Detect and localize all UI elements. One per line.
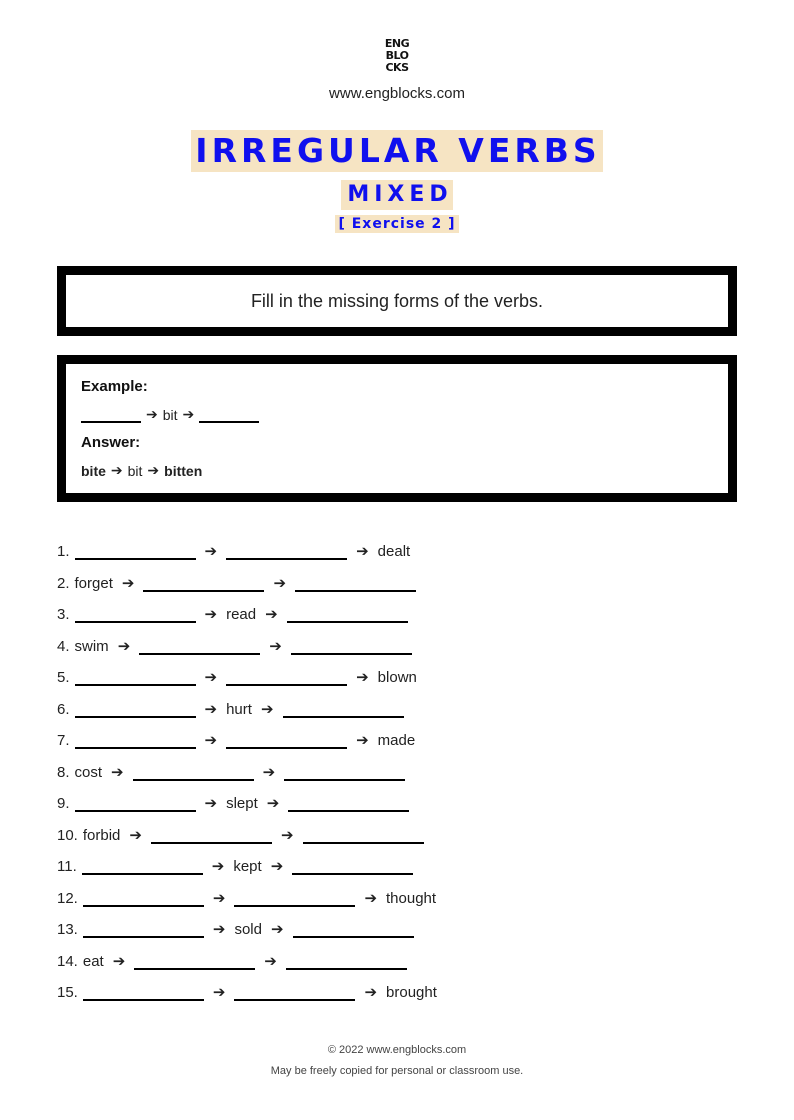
- exercise-item: [57, 727, 415, 749]
- exercise-label: [ Exercise 2 ]: [335, 215, 458, 233]
- arrow-icon: ➔: [356, 669, 369, 686]
- answer-blank[interactable]: [83, 891, 204, 907]
- answer-blank[interactable]: [151, 828, 272, 844]
- item-number: 2.: [57, 574, 70, 592]
- exercise-item: [57, 822, 424, 844]
- item-number: 11.: [57, 858, 77, 875]
- given-verb-form: kept: [233, 858, 262, 875]
- answer-blank[interactable]: [83, 985, 204, 1001]
- arrow-icon: ➔: [111, 763, 124, 781]
- engblocks-logo: [376, 38, 418, 74]
- exercise-item: [57, 916, 414, 938]
- answer-blank[interactable]: [234, 891, 355, 907]
- arrow-icon: ➔: [204, 606, 218, 623]
- item-number: 12.: [57, 889, 78, 907]
- arrow-icon: ➔: [110, 462, 123, 478]
- arrow-icon: ➔: [356, 543, 369, 560]
- page-subtitle: MIXED: [341, 180, 452, 210]
- exercise-item: [57, 979, 437, 1001]
- item-number: 1.: [57, 543, 70, 560]
- arrow-icon: ➔: [204, 795, 218, 812]
- arrow-icon: ➔: [112, 952, 126, 970]
- arrow-icon: ➔: [182, 406, 195, 422]
- instructions-text: Fill in the missing forms of the verbs.: [250, 290, 544, 311]
- arrow-icon: ➔: [364, 889, 378, 907]
- answer-blank[interactable]: [226, 544, 347, 560]
- given-verb-form: eat: [82, 952, 104, 970]
- answer-blank[interactable]: [226, 733, 347, 749]
- item-number: 5.: [57, 669, 70, 686]
- item-number: 13.: [57, 921, 78, 938]
- arrow-icon: ➔: [266, 795, 280, 812]
- answer-blank[interactable]: [75, 796, 196, 812]
- item-number: 15.: [57, 984, 78, 1001]
- answer-form-2: bit: [127, 463, 143, 479]
- instructions-box: [57, 266, 737, 336]
- arrow-icon: ➔: [211, 858, 225, 875]
- given-verb-form: made: [377, 732, 416, 749]
- arrow-icon: ➔: [262, 763, 276, 781]
- exercise-item: [57, 633, 412, 655]
- answer-blank[interactable]: [75, 607, 196, 623]
- given-verb-form: forget: [74, 574, 113, 592]
- answer-blank[interactable]: [303, 828, 424, 844]
- page-title: IRREGULAR VERBS: [191, 130, 602, 172]
- exercise-item: [57, 538, 410, 560]
- arrow-icon: ➔: [356, 732, 369, 749]
- answer-blank[interactable]: [293, 922, 414, 938]
- arrow-icon: ➔: [264, 952, 277, 970]
- exercise-item: [57, 885, 436, 907]
- answer-blank[interactable]: [139, 639, 260, 655]
- exercise-item: [57, 759, 405, 781]
- exercise-item: [57, 664, 417, 686]
- answer-blank[interactable]: [75, 544, 196, 560]
- arrow-icon: ➔: [260, 700, 274, 718]
- answer-blank[interactable]: [283, 702, 404, 718]
- answer-blank[interactable]: [288, 796, 409, 812]
- arrow-icon: ➔: [117, 637, 131, 655]
- answer-form-3: bitten: [164, 463, 203, 479]
- answer-blank[interactable]: [83, 922, 204, 938]
- exercise-item: [57, 790, 409, 812]
- subtitle-container: [0, 180, 794, 210]
- item-number: 7.: [57, 732, 70, 749]
- given-verb-form: swim: [74, 637, 109, 655]
- logo-line-3: CKS: [385, 61, 409, 74]
- arrow-icon: ➔: [270, 921, 284, 938]
- arrow-icon: ➔: [204, 543, 218, 560]
- answer-blank[interactable]: [134, 954, 255, 970]
- arrow-icon: ➔: [269, 637, 282, 655]
- answer-line: [81, 462, 202, 479]
- arrow-icon: ➔: [280, 826, 294, 844]
- answer-blank[interactable]: [226, 670, 347, 686]
- arrow-icon: ➔: [270, 858, 284, 875]
- answer-blank[interactable]: [287, 607, 408, 623]
- arrow-icon: ➔: [212, 984, 226, 1001]
- answer-label: Answer:: [81, 434, 141, 451]
- given-verb-form: slept: [226, 795, 258, 812]
- answer-blank[interactable]: [284, 765, 405, 781]
- given-verb-form: hurt: [226, 700, 252, 718]
- arrow-icon: ➔: [147, 462, 160, 478]
- arrow-icon: ➔: [212, 921, 226, 938]
- item-number: 4.: [57, 637, 70, 655]
- item-number: 14.: [57, 952, 78, 970]
- exercise-item: [57, 601, 408, 623]
- arrow-icon: ➔: [204, 732, 218, 749]
- answer-blank[interactable]: [292, 859, 413, 875]
- item-number: 8.: [57, 763, 70, 781]
- example-given-form: bit: [162, 407, 178, 423]
- answer-blank[interactable]: [234, 985, 355, 1001]
- footer-license: May be freely copied for personal or classroom use.: [270, 1065, 524, 1077]
- given-verb-form: dealt: [377, 543, 411, 560]
- arrow-icon: ➔: [146, 406, 158, 422]
- arrow-icon: ➔: [212, 889, 226, 907]
- arrow-icon: ➔: [265, 606, 278, 623]
- answer-blank[interactable]: [75, 670, 196, 686]
- item-number: 10.: [57, 826, 78, 844]
- answer-blank[interactable]: [133, 765, 254, 781]
- example-label: Example:: [81, 378, 148, 395]
- arrow-icon: ➔: [121, 574, 135, 592]
- answer-blank[interactable]: [295, 576, 416, 592]
- given-verb-form: blown: [377, 669, 417, 686]
- logo-line-2: BLO: [385, 49, 409, 62]
- answer-blank[interactable]: [143, 576, 264, 592]
- logo-line-1: ENG: [384, 37, 410, 50]
- given-verb-form: cost: [74, 763, 103, 781]
- answer-blank[interactable]: [75, 702, 196, 718]
- answer-form-1: bite: [81, 463, 106, 479]
- answer-blank[interactable]: [75, 733, 196, 749]
- exercise-item: [57, 948, 407, 970]
- example-box: [57, 355, 737, 502]
- item-number: 9.: [57, 795, 70, 812]
- item-number: 6.: [57, 700, 70, 718]
- arrow-icon: ➔: [204, 700, 218, 718]
- title-container: [0, 130, 794, 172]
- footer-copyright: © 2022 www.engblocks.com: [327, 1044, 467, 1056]
- answer-blank[interactable]: [291, 639, 412, 655]
- exercise-label-container: [0, 215, 794, 233]
- given-verb-form: read: [226, 606, 257, 623]
- example-blank-2: [199, 409, 259, 423]
- arrow-icon: ➔: [129, 826, 142, 844]
- example-line: [81, 406, 259, 423]
- given-verb-form: thought: [386, 889, 437, 907]
- given-verb-form: forbid: [82, 826, 121, 844]
- exercise-item: [57, 570, 416, 592]
- arrow-icon: ➔: [204, 669, 218, 686]
- arrow-icon: ➔: [273, 574, 287, 592]
- answer-blank[interactable]: [82, 859, 203, 875]
- given-verb-form: sold: [234, 921, 262, 938]
- arrow-icon: ➔: [364, 984, 378, 1001]
- item-number: 3.: [57, 606, 70, 623]
- answer-blank[interactable]: [286, 954, 407, 970]
- exercise-item: [57, 696, 404, 718]
- exercise-item: [57, 853, 413, 875]
- example-blank-1: [81, 409, 141, 423]
- site-url[interactable]: www.engblocks.com: [329, 85, 465, 102]
- given-verb-form: brought: [386, 984, 437, 1001]
